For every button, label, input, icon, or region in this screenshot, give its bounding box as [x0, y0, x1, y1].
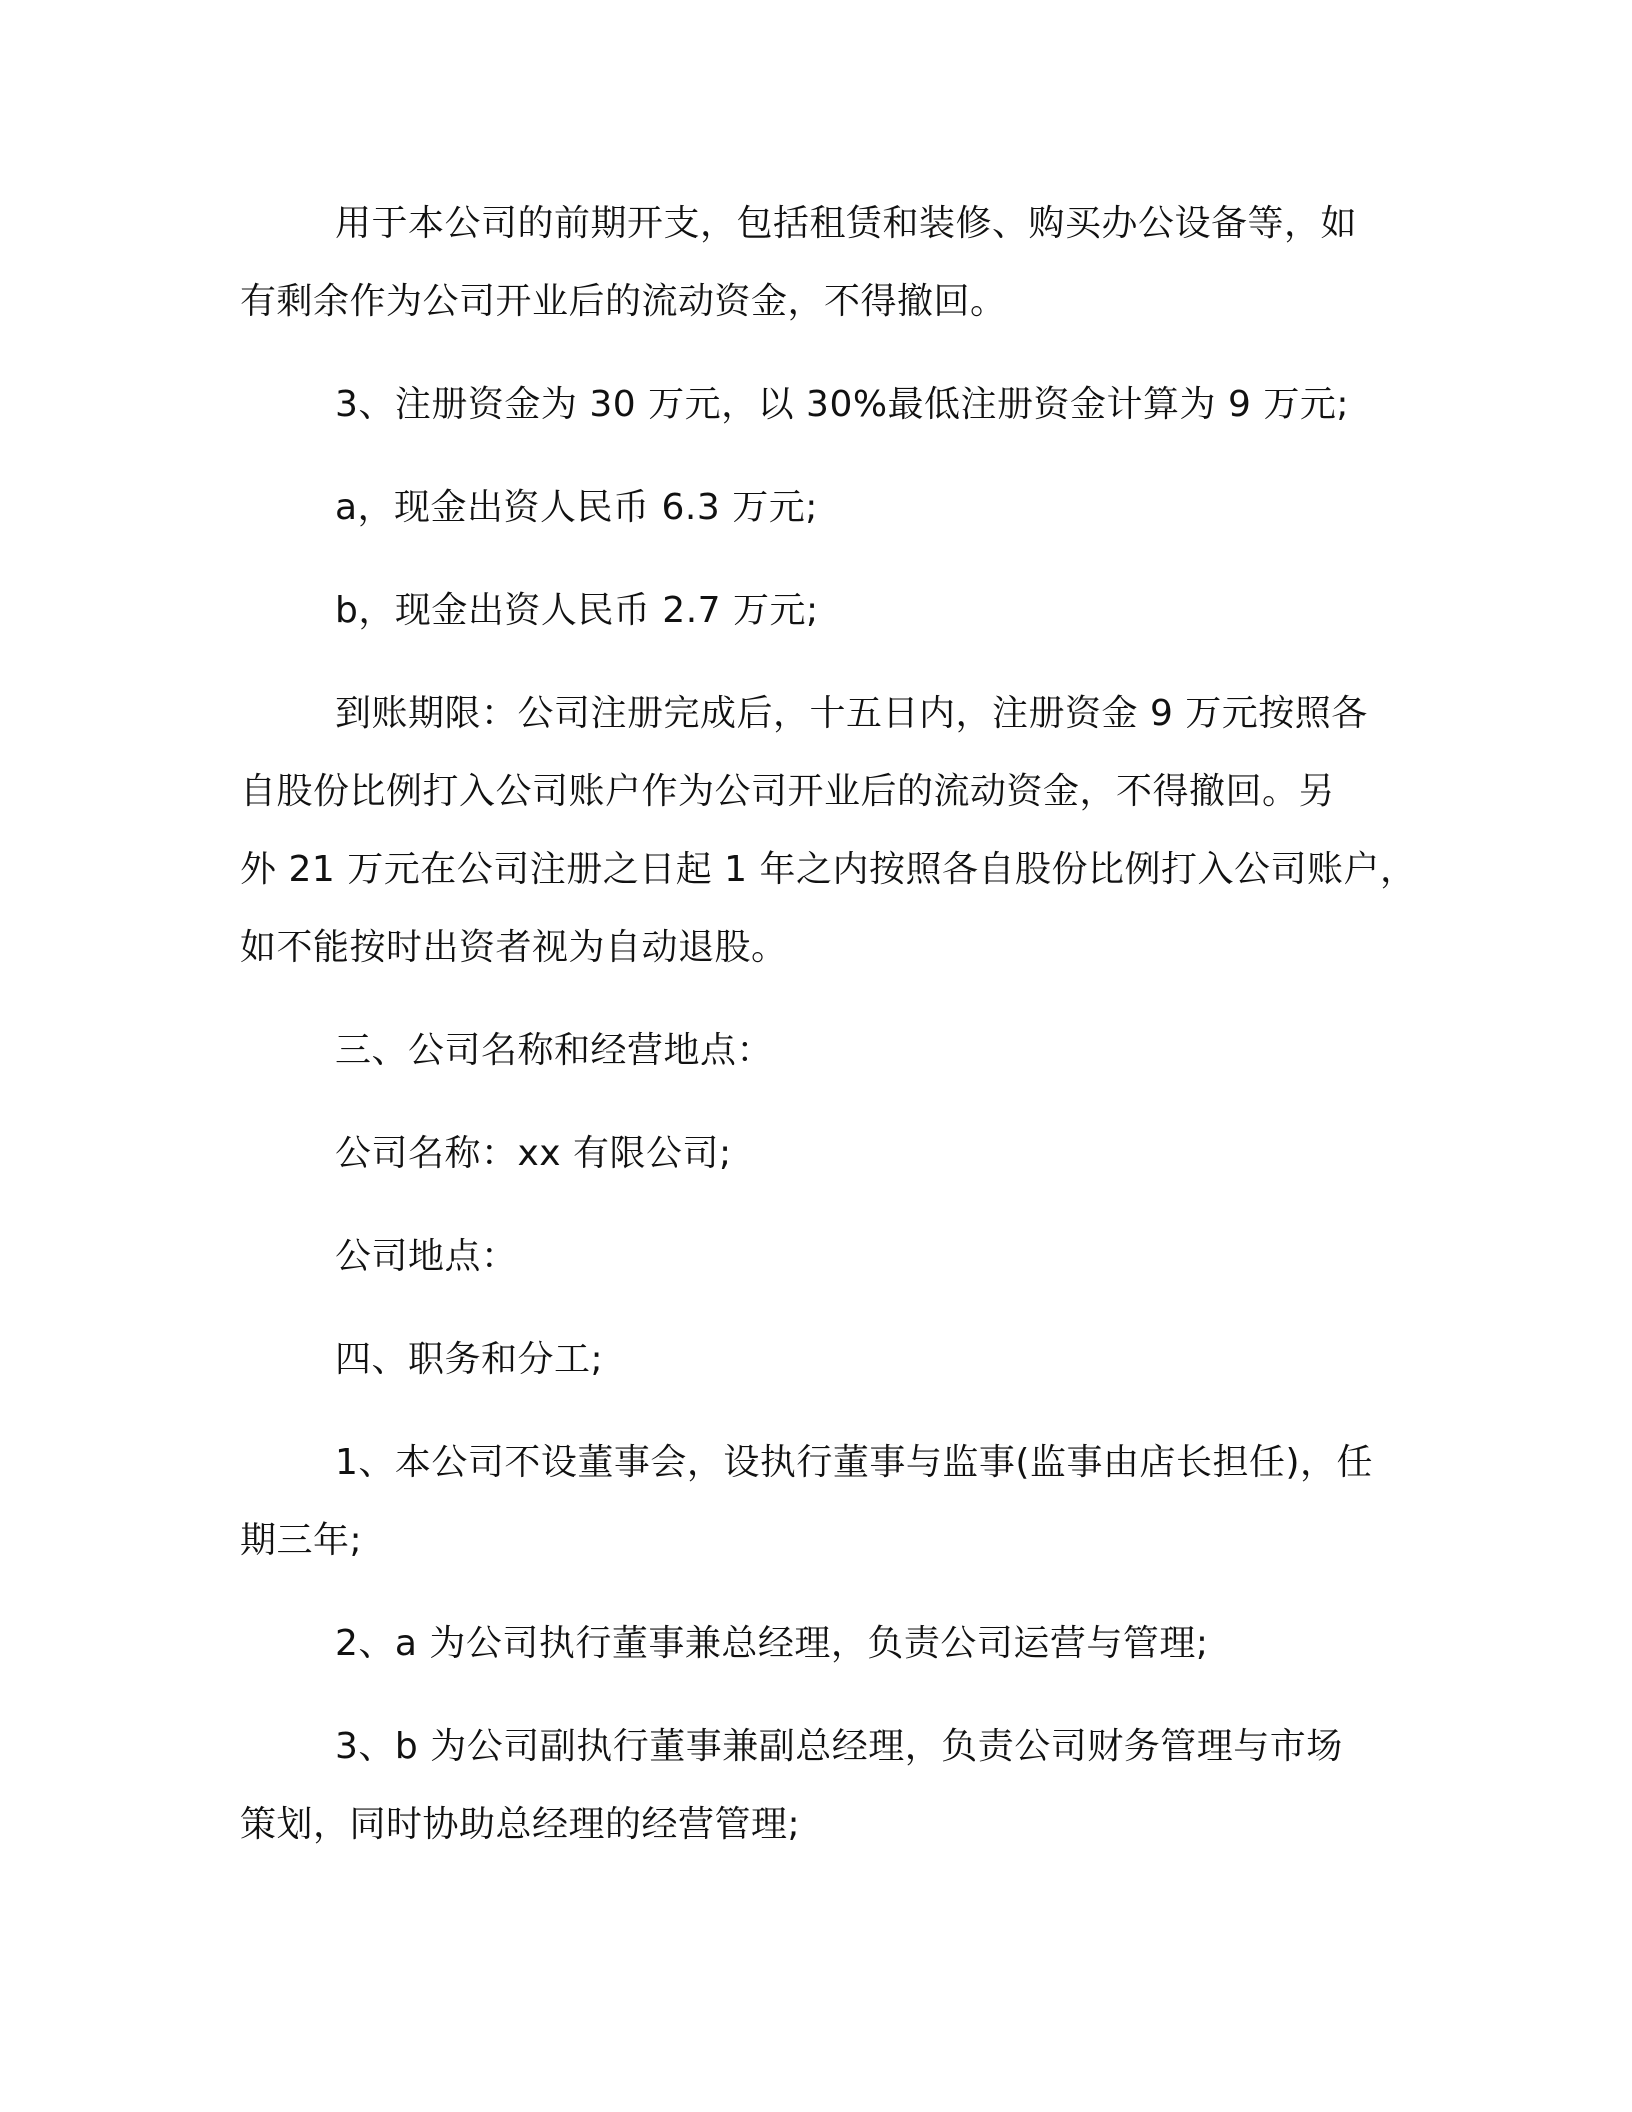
paragraph-initial-expenses: [240, 185, 1420, 341]
text-line: 期三年;: [240, 1520, 363, 1561]
paragraph-registered-capital: [240, 366, 1420, 444]
text-line: a，现金出资人民币 6.3 万元;: [335, 487, 818, 528]
text-line: 到账期限：公司注册完成后，十五日内，注册资金 9 万元按照各: [335, 693, 1368, 734]
text-line: 策划，同时协助总经理的经营管理;: [240, 1804, 801, 1845]
paragraph-role-b: [240, 1708, 1420, 1864]
text-line: 用于本公司的前期开支，包括租赁和装修、购买办公设备等，如: [335, 203, 1358, 244]
paragraph-board-structure: [240, 1424, 1420, 1580]
text-line: 2、a 为公司执行董事兼总经理，负责公司运营与管理;: [335, 1623, 1209, 1664]
paragraph-contribution-a: [240, 469, 1420, 547]
text-line: 公司地点：: [335, 1236, 518, 1277]
paragraph-company-location: [240, 1218, 1420, 1296]
text-line: 外 21 万元在公司注册之日起 1 年之内按照各自股份比例打入公司账户，: [240, 849, 1417, 890]
document-body: [240, 185, 1420, 1889]
section-heading-company-name-location: [240, 1012, 1420, 1090]
text-line: 公司名称：xx 有限公司;: [335, 1133, 732, 1174]
section-heading-duties: [240, 1321, 1420, 1399]
paragraph-role-a: [240, 1605, 1420, 1683]
text-line: 3、b 为公司副执行董事兼副总经理，负责公司财务管理与市场: [335, 1726, 1343, 1767]
text-line: 1、本公司不设董事会，设执行董事与监事(监事由店长担任)，任: [335, 1442, 1373, 1483]
text-line: 如不能按时出资者视为自动退股。: [240, 927, 788, 968]
text-line: 自股份比例打入公司账户作为公司开业后的流动资金，不得撤回。另: [240, 771, 1336, 812]
paragraph-company-name: [240, 1115, 1420, 1193]
text-line: 3、注册资金为 30 万元，以 30%最低注册资金计算为 9 万元;: [335, 384, 1349, 425]
paragraph-contribution-b: [240, 572, 1420, 650]
text-line: 四、职务和分工;: [335, 1339, 604, 1380]
text-line: 三、公司名称和经营地点：: [335, 1030, 774, 1071]
paragraph-payment-deadline: [240, 675, 1420, 987]
text-line: b，现金出资人民币 2.7 万元;: [335, 590, 819, 631]
text-line: 有剩余作为公司开业后的流动资金，不得撤回。: [240, 281, 1007, 322]
